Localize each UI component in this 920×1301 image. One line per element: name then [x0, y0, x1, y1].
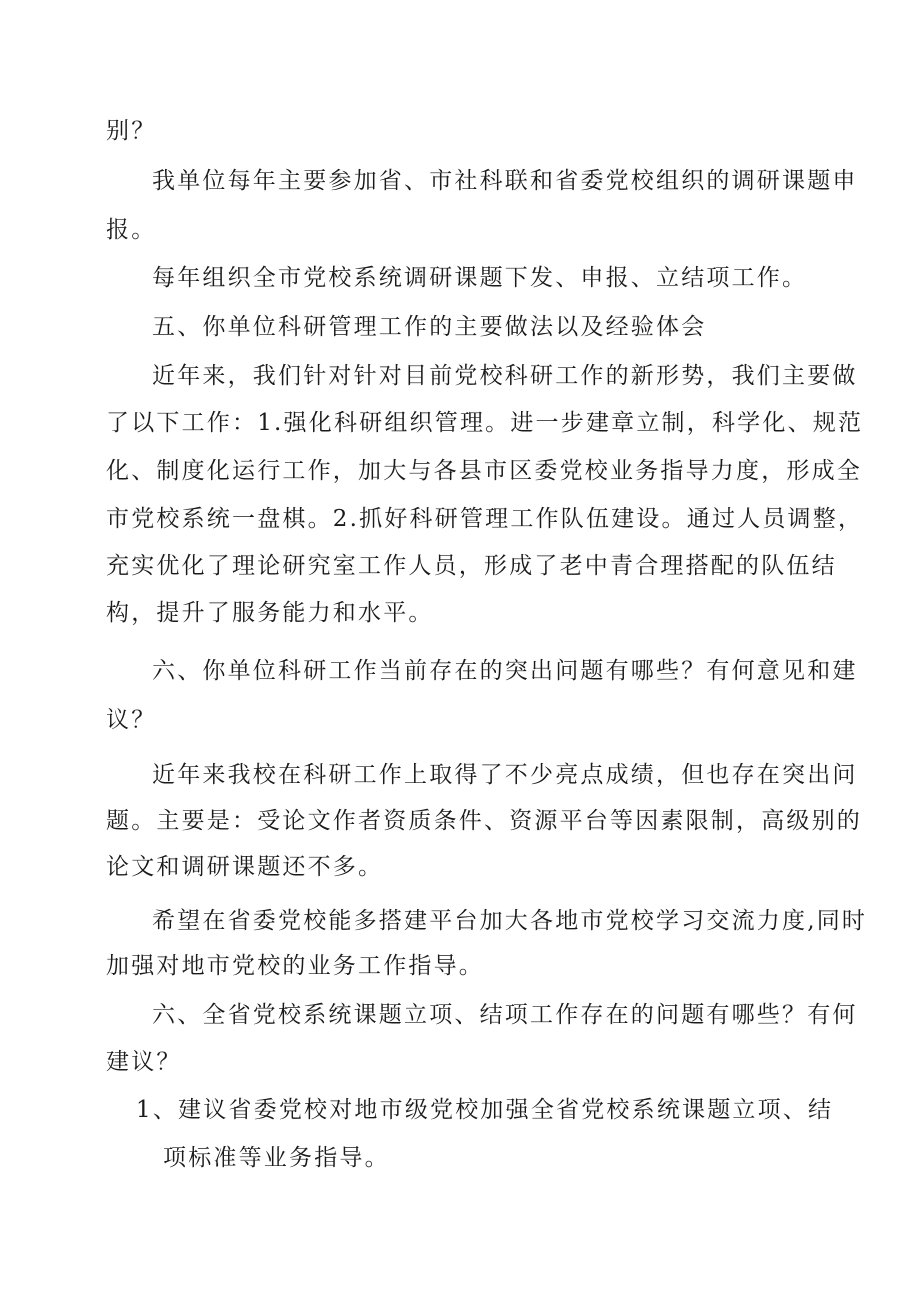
- text-line-1: 别？: [106, 118, 157, 144]
- text-line-8: 化、制度化运行工作，加大与各县市区委党校业务指导力度，形成全: [106, 458, 862, 484]
- text-line-21: 1、建议省委党校对地市级党校加强全省党校系统课题立项、结: [136, 1097, 834, 1123]
- text-line-2: 我单位每年主要参加省、市社科联和省委党校组织的调研课题申: [152, 168, 858, 194]
- text-line-15: 题。主要是：受论文作者资质条件、资源平台等因素限制，高级别的: [106, 808, 862, 834]
- text-line-6: 近年来，我们针对针对目前党校科研工作的新形势，我们主要做: [152, 363, 858, 389]
- text-line-9: 市党校系统一盘棋。2.抓好科研管理工作队伍建设。通过人员调整，: [106, 506, 864, 532]
- text-line-3: 报。: [106, 217, 157, 243]
- text-line-7: 了以下工作：1.强化科研组织管理。进一步建章立制，科学化、规范: [106, 410, 864, 436]
- text-line-14: 近年来我校在科研工作上取得了不少亮点成绩，但也存在突出问: [152, 762, 858, 788]
- text-line-16: 论文和调研课题还不多。: [106, 854, 384, 880]
- text-line-19: 六、全省党校系统课题立项、结项工作存在的问题有哪些？有何: [152, 1002, 858, 1028]
- text-line-18: 加强对地市党校的业务工作指导。: [106, 953, 484, 979]
- text-line-12: 六、你单位科研工作当前存在的突出问题有哪些？有何意见和建: [152, 658, 858, 684]
- text-line-5: 五、你单位科研管理工作的主要做法以及经验体会: [152, 314, 707, 340]
- text-line-4: 每年组织全市党校系统调研课题下发、申报、立结项工作。: [152, 265, 808, 291]
- text-line-22: 项标准等业务指导。: [163, 1145, 390, 1171]
- text-line-17: 希望在省委党校能多搭建平台加大各地市党校学习交流力度,同时: [152, 908, 868, 934]
- text-line-13: 议？: [106, 707, 157, 733]
- text-line-10: 充实优化了理论研究室工作人员，形成了老中青合理搭配的队伍结: [106, 553, 837, 579]
- text-line-11: 构，提升了服务能力和水平。: [106, 600, 434, 626]
- text-line-20: 建议？: [106, 1049, 182, 1075]
